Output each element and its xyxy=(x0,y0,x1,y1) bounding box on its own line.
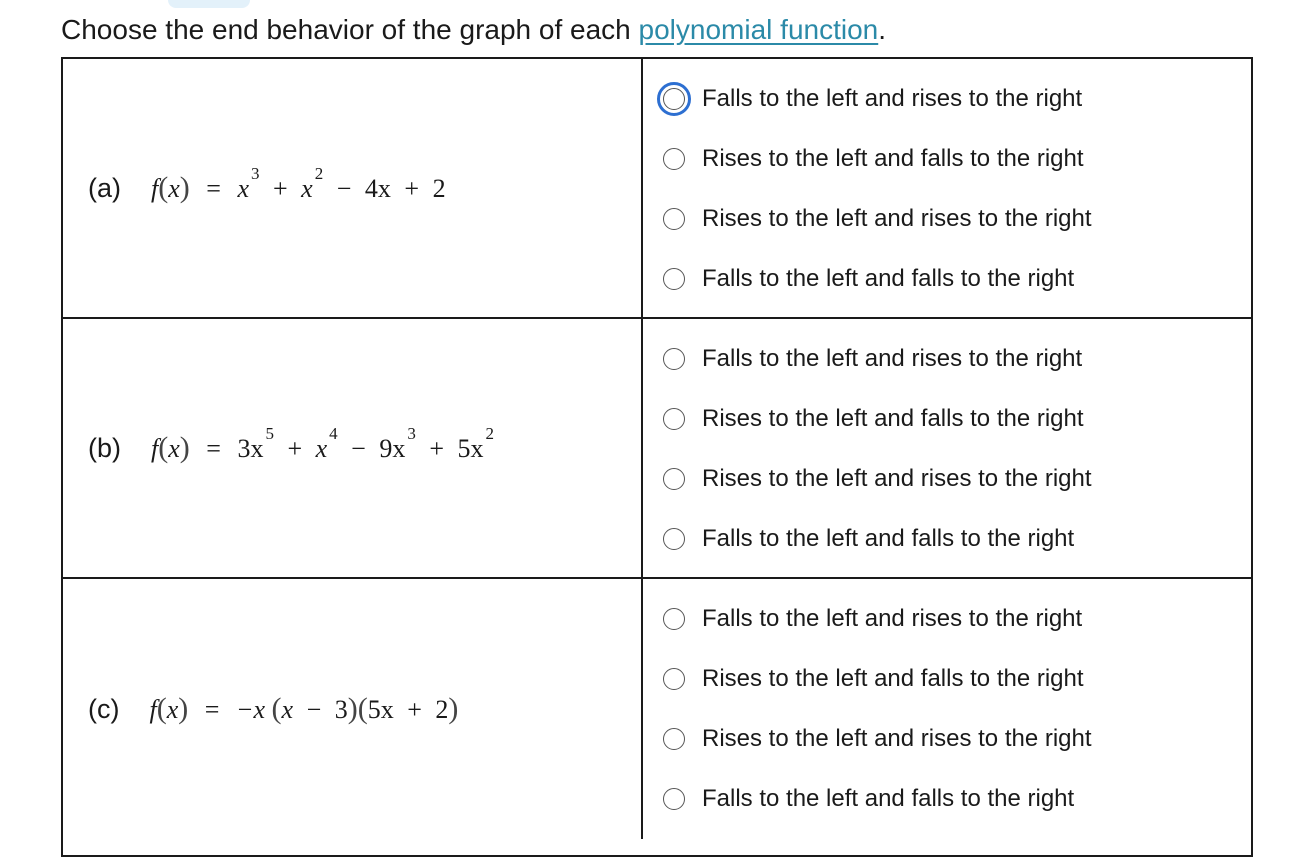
radio-button[interactable] xyxy=(663,668,685,690)
term-2: x xyxy=(301,174,313,203)
exponent-2: 2 xyxy=(314,164,324,184)
lparen: ( xyxy=(158,431,169,464)
operator-3: + xyxy=(404,174,420,203)
term-3: 4x xyxy=(364,174,391,203)
exponent-2: 4 xyxy=(329,424,338,444)
rparen: ) xyxy=(178,692,189,725)
math-b xyxy=(151,424,495,465)
function-cell-c xyxy=(63,579,643,839)
lparen: ( xyxy=(156,692,167,725)
exponent-1: 3 xyxy=(251,164,260,184)
radio-button[interactable] xyxy=(663,528,685,550)
radio-button[interactable] xyxy=(663,88,685,110)
option-a-falls-left-falls-right[interactable] xyxy=(663,259,1074,299)
radio-button[interactable] xyxy=(663,268,685,290)
function-expression-c xyxy=(88,692,458,726)
instruction-period: . xyxy=(878,14,887,45)
equals-sign: = xyxy=(204,695,220,724)
option-c-rises-left-falls-right[interactable] xyxy=(663,659,1084,699)
option-b-rises-left-falls-right[interactable] xyxy=(663,399,1084,439)
option-b-falls-left-falls-right[interactable] xyxy=(663,519,1074,559)
option-c-falls-left-rises-right[interactable] xyxy=(663,599,1082,639)
option-a-rises-left-rises-right[interactable] xyxy=(663,199,1092,239)
fn-var: x xyxy=(168,434,180,463)
option-label: Rises to the left and falls to the right xyxy=(702,145,1084,172)
rparen: ) xyxy=(179,171,190,204)
term-2: x xyxy=(315,434,328,463)
option-b-rises-left-rises-right[interactable] xyxy=(663,459,1092,499)
question-row-c xyxy=(63,579,1251,839)
option-label: Falls to the left and rises to the right xyxy=(702,85,1083,112)
option-label: Rises to the left and falls to the right xyxy=(702,405,1084,432)
option-c-falls-left-falls-right[interactable] xyxy=(663,779,1074,819)
radio-button[interactable] xyxy=(663,728,685,750)
function-expression-a xyxy=(88,164,446,205)
term-5: 2 xyxy=(435,695,449,724)
operator-1: + xyxy=(273,174,288,203)
option-label: Rises to the left and rises to the right xyxy=(702,725,1092,752)
term-4: 5x xyxy=(367,695,394,724)
lparen: ( xyxy=(158,171,169,204)
option-a-rises-left-falls-right[interactable] xyxy=(663,139,1084,179)
operator-1: − xyxy=(306,695,322,724)
term-4: 2 xyxy=(432,174,446,203)
radio-button[interactable] xyxy=(663,208,685,230)
instruction-text xyxy=(61,12,886,48)
term-1: 3x xyxy=(237,434,264,463)
option-a-falls-left-rises-right[interactable] xyxy=(663,79,1082,119)
options-cell-a xyxy=(643,59,1251,317)
radio-button[interactable] xyxy=(663,608,685,630)
exponent-1: 5 xyxy=(265,424,274,444)
option-c-rises-left-rises-right[interactable] xyxy=(663,719,1092,759)
operator-2: + xyxy=(407,695,422,724)
term-3: 9x xyxy=(379,434,406,463)
exponent-3: 3 xyxy=(407,424,416,444)
fn-name: f xyxy=(149,695,157,724)
polynomial-function-link[interactable]: polynomial function xyxy=(638,14,879,45)
option-label: Rises to the left and rises to the right xyxy=(702,465,1092,492)
instruction-main: Choose the end behavior of the graph of each xyxy=(61,14,639,45)
question-table xyxy=(61,57,1253,857)
operator-3: + xyxy=(429,434,445,463)
question-row-a xyxy=(63,59,1251,319)
rparen: ) xyxy=(179,431,190,464)
operator-2: − xyxy=(336,174,352,203)
question-row-b xyxy=(63,319,1251,579)
part-label-b: (b) xyxy=(88,433,121,463)
function-cell-b xyxy=(63,319,643,577)
operator-1: + xyxy=(287,434,303,463)
part-label-a: (a) xyxy=(88,173,121,203)
term-2: x xyxy=(281,695,294,724)
lparen-3: ( xyxy=(357,692,368,725)
option-label: Rises to the left and falls to the right xyxy=(702,665,1084,692)
option-label: Falls to the left and falls to the right xyxy=(702,265,1075,292)
fn-name: f xyxy=(151,434,159,463)
fn-var: x xyxy=(166,695,179,724)
equals-sign: = xyxy=(206,174,221,203)
function-cell-a xyxy=(63,59,643,317)
option-label: Falls to the left and falls to the right xyxy=(702,785,1075,812)
radio-button[interactable] xyxy=(663,348,685,370)
option-label: Rises to the left and rises to the right xyxy=(702,205,1092,232)
radio-button[interactable] xyxy=(663,788,685,810)
function-expression-b xyxy=(88,424,495,465)
rparen-2: ) xyxy=(347,692,358,725)
term-1: −x xyxy=(235,695,266,724)
math-c xyxy=(149,692,458,726)
exponent-4: 2 xyxy=(485,424,495,444)
part-label-c: (c) xyxy=(88,694,120,724)
term-4: 5x xyxy=(457,434,484,463)
equals-sign: = xyxy=(206,434,221,463)
options-cell-b xyxy=(643,319,1251,577)
top-tab-indicator xyxy=(168,0,250,8)
option-label: Falls to the left and rises to the right xyxy=(702,605,1083,632)
math-a xyxy=(151,164,446,205)
radio-button[interactable] xyxy=(663,148,685,170)
radio-button[interactable] xyxy=(663,468,685,490)
rparen-3: ) xyxy=(448,692,459,725)
fn-var: x xyxy=(168,174,180,203)
fn-name: f xyxy=(151,174,159,203)
radio-button[interactable] xyxy=(663,408,685,430)
term-1: x xyxy=(237,174,249,203)
lparen-2: ( xyxy=(271,692,282,725)
option-b-falls-left-rises-right[interactable] xyxy=(663,339,1082,379)
operator-2: − xyxy=(351,434,366,463)
options-cell-c xyxy=(643,579,1251,839)
option-label: Falls to the left and falls to the right xyxy=(702,525,1075,552)
option-label: Falls to the left and rises to the right xyxy=(702,345,1083,372)
term-3: 3 xyxy=(334,695,348,724)
